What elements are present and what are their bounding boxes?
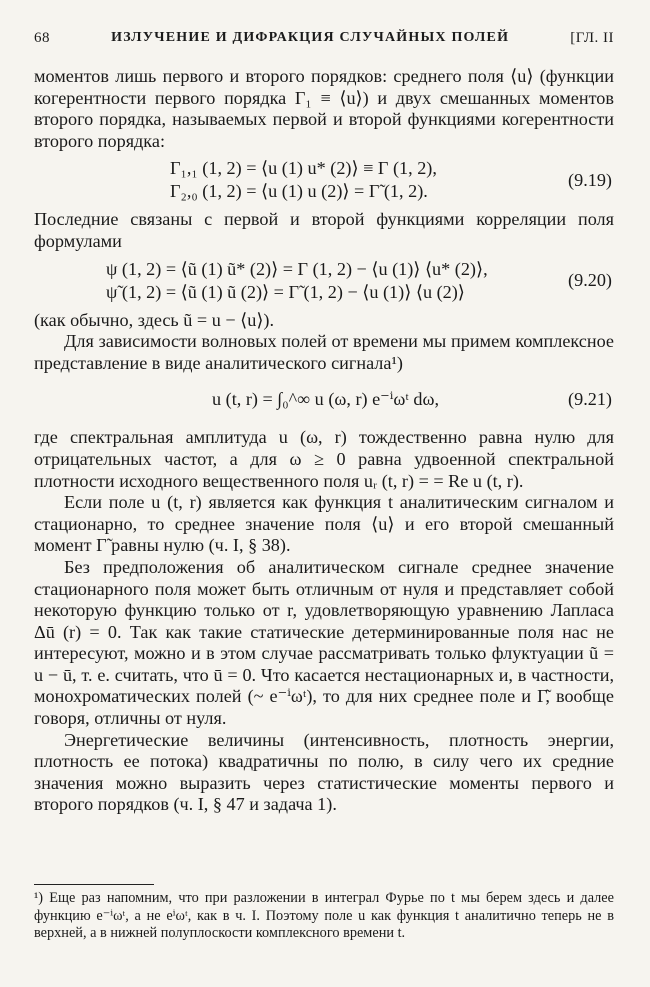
paragraph-1: моментов лишь первого и второго порядков: среднего поля ⟨u⟩ (функции когерентности первого порядка Γ₁ ≡ ⟨u⟩) и двух смешанных моментов второго порядка, называемых первой и второй функциями когерентности второго порядка:	[34, 66, 614, 151]
equation-9-19	[34, 157, 614, 203]
equation-number-9-19: (9.19)	[568, 169, 612, 190]
paragraph-8: Энергетические величины (интенсивность, плотность энергии, плотность ее потока) квадратичны по полю, в силу чего их средние значения можно выразить через статистические моменты первого и второго порядков (ч. I, § 47 и задача 1).	[34, 729, 614, 815]
paragraph-5: где спектральная амплитуда u (ω, r) тождественно равна нулю для отрицательных частот, а для ω ≥ 0 равна удвоенной спектральной плотности исходного вещественного поля uᵣ (t, r) = = Re u (t, r).	[34, 427, 614, 491]
equation-9-21	[34, 388, 614, 411]
equation-number-9-20: (9.20)	[568, 269, 612, 290]
page-header	[34, 30, 614, 47]
paragraph-6: Если поле u (t, r) является как функция t аналитическим сигналом и стационарно, то среднее значение поля ⟨u⟩ и его второй смешанный момент Γ̃ равны нулю (ч. I, § 38).	[34, 492, 614, 556]
footnote: ¹) Еще раз напомним, что при разложении в интеграл Фурье по t мы берем здесь и далее функцию e⁻ⁱωᵗ, а не eⁱωᵗ, как в ч. I. Поэтому поле u как функция t аналитично теперь не в верхней, а в нижней полуплоскости комплексного времени t.	[34, 890, 614, 941]
equation-9-21-line-1: u (t, r) = ∫₀^∞ u (ω, r) e⁻ⁱωᵗ dω,	[212, 389, 440, 410]
page-body	[34, 66, 614, 816]
paragraph-3: (как обычно, здесь ũ = u − ⟨u⟩).	[34, 309, 275, 330]
paragraph-7: Без предположения об аналитическом сигнале среднее значение стационарного поля может быть отличным от нуля и представляет собой некоторую функцию только от r, удовлетворяющую уравнению Лапласа Δū (r) = 0. Так как такие статические детерминированные поля нас не интересуют, можно и в этом случае рассматривать только флуктуации ũ = u − ū, т. е. считать, что ū = 0. Что касается нестационарных и, в частности, монохроматических полей (~ e⁻ⁱωᵗ), то для них среднее поле и Γ̃, вообще говоря, отличны от нуля.	[34, 556, 614, 729]
chapter-label: [ГЛ. II	[570, 30, 614, 46]
paragraph-2: Последние связаны с первой и второй функциями корреляции поля формулами	[34, 209, 614, 251]
equation-9-19-line-2: Γ₂,₀ (1, 2) = ⟨u (1) u (2)⟩ = Γ̃ (1, 2).	[170, 181, 428, 202]
equation-9-20-line-1: ψ (1, 2) = ⟨ũ (1) ũ* (2)⟩ = Γ (1, 2) − ⟨u (1)⟩ ⟨u* (2)⟩,	[106, 258, 488, 279]
equation-number-9-21: (9.21)	[568, 389, 612, 410]
equation-9-19-line-1: Γ₁,₁ (1, 2) = ⟨u (1) u* (2)⟩ ≡ Γ (1, 2),	[170, 158, 437, 179]
running-title: ИЗЛУЧЕНИЕ И ДИФРАКЦИЯ СЛУЧАЙНЫХ ПОЛЕЙ	[111, 30, 510, 45]
page-number: 68	[34, 30, 50, 46]
footnote-rule	[34, 884, 154, 885]
equation-9-20	[34, 258, 614, 304]
paragraph-4: Для зависимости волновых полей от времени мы примем комплексное представление в виде аналитического сигнала¹)	[34, 331, 614, 373]
equation-9-20-line-2: ψ̃ (1, 2) = ⟨ũ (1) ũ (2)⟩ = Γ̃ (1, 2) − ⟨u (1)⟩ ⟨u (2)⟩	[106, 281, 465, 302]
